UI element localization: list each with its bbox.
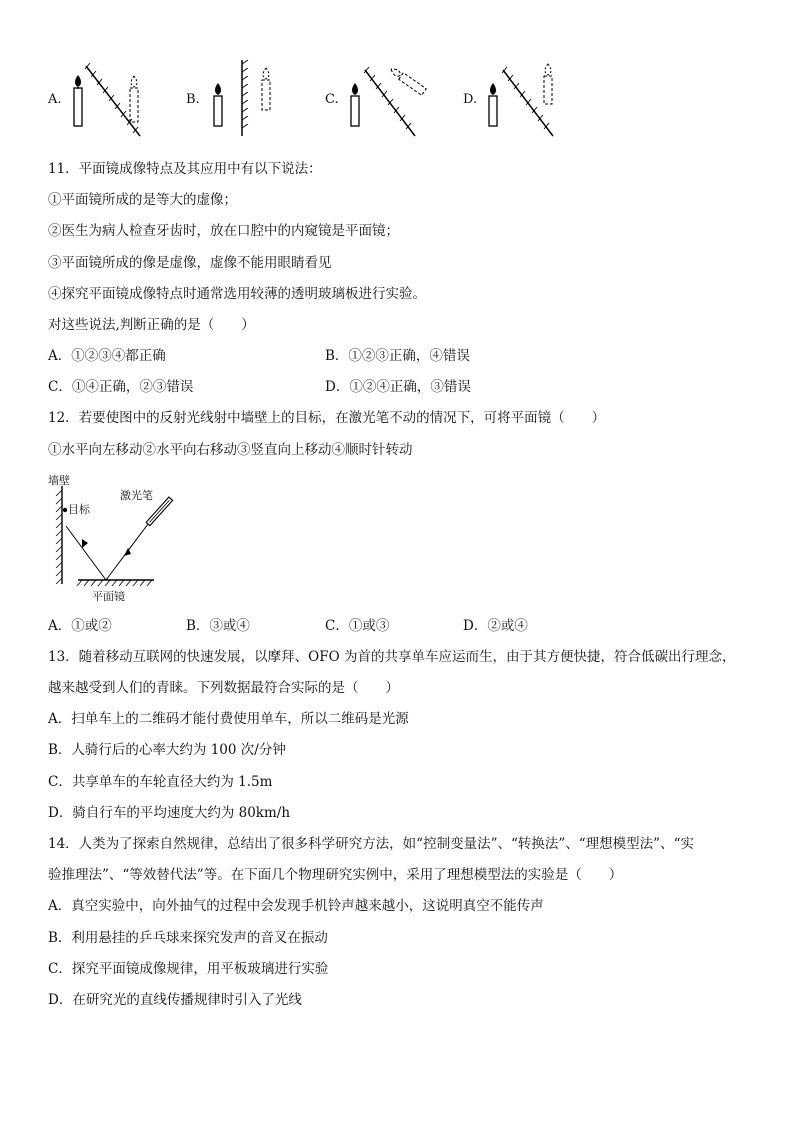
q14-option-c[interactable]: C．探究平面镜成像规律，用平板玻璃进行实验 (48, 961, 329, 977)
q13-stem-line2: 越来越受到人们的青睐。下列数据最符合实际的是（ ） (48, 680, 399, 696)
q10-option-a-label: A. (48, 92, 62, 107)
q12-option-b[interactable]: B．③或④ (186, 618, 250, 634)
q12-stem: 12．若要使图中的反射光线射中墙壁上的目标，在激光笔不动的情况下，可将平面镜（ ） (48, 410, 606, 426)
q10-figure-d (481, 58, 571, 138)
q11-option-c[interactable]: C．①④正确，②③错误 (48, 379, 194, 395)
mirror-label: 平面镜 (92, 590, 125, 603)
q11-prompt: 对这些说法,判断正确的是（ ） (48, 317, 255, 333)
q10-option-b-label: B. (186, 92, 200, 107)
q13-option-c[interactable]: C．共享单车的车轮直径大约为 1.5m (48, 774, 273, 790)
q14-option-b[interactable]: B．利用悬挂的乒乓球来探究发声的音叉在振动 (48, 930, 328, 946)
q13-option-d[interactable]: D．骑自行车的平均速度大约为 80km/h (48, 805, 291, 821)
q12-diagram (48, 484, 178, 588)
wall-label: 墙壁 (48, 474, 70, 487)
q12-option-c[interactable]: C．①或③ (325, 618, 390, 634)
q11-option-b[interactable]: B．①②③正确，④错误 (325, 348, 470, 364)
q10-figure-c (343, 58, 443, 138)
q11-option-a[interactable]: A．①②③④都正确 (48, 348, 166, 364)
q12-option-d[interactable]: D．②或④ (463, 618, 528, 634)
q11-statement-4: ④探究平面镜成像特点时通常选用较薄的透明玻璃板进行实验。 (48, 286, 426, 302)
q12-choices: ①水平向左移动②水平向右移动③竖直向上移动④顺时针转动 (48, 442, 413, 458)
q11-statement-1: ①平面镜所成的是等大的虚像； (48, 192, 237, 208)
q10-option-c-label: C. (325, 92, 339, 107)
q11-option-d[interactable]: D．①②④正确，③错误 (325, 379, 471, 395)
q13-option-b[interactable]: B．人骑行后的心率大约为 100 次/分钟 (48, 742, 286, 758)
q11-statement-2: ②医生为病人检查牙齿时，放在口腔中的内窥镜是平面镜； (48, 223, 399, 239)
laser-pen-label: 激光笔 (120, 489, 153, 502)
q12-option-a[interactable]: A．①或② (48, 618, 112, 634)
target-label: 目标 (68, 503, 90, 516)
q14-stem-line1: 14．人类为了探索自然规律，总结出了很多科学研究方法，如“控制变量法”、“转换法”、“理想模型法”、“实 (48, 836, 694, 852)
q14-stem-line2: 验推理法”、“等效替代法”等。在下面几个物理研究实例中，采用了理想模型法的实验是（ ） (48, 867, 623, 883)
q10-option-d-label: D. (463, 92, 478, 107)
q10-figure-b (204, 58, 284, 138)
q14-option-a[interactable]: A．真空实验中，向外抽气的过程中会发现手机铃声越来越小，这说明真空不能传声 (48, 898, 544, 914)
q13-option-a[interactable]: A．扫单车上的二维码才能付费使用单车，所以二维码是光源 (48, 711, 409, 727)
q10-figure-a (66, 58, 156, 138)
q13-stem-line1: 13．随着移动互联网的快速发展，以摩拜、OFO 为首的共享单车应运而生，由于其方便快捷，符合低碳出行理念， (48, 649, 736, 665)
q14-option-d[interactable]: D．在研究光的直线传播规律时引入了光线 (48, 992, 302, 1008)
q11-stem: 11．平面镜成像特点及其应用中有以下说法： (48, 161, 322, 177)
q11-statement-3: ③平面镜所成的像是虚像，虚像不能用眼睛看见 (48, 255, 332, 271)
